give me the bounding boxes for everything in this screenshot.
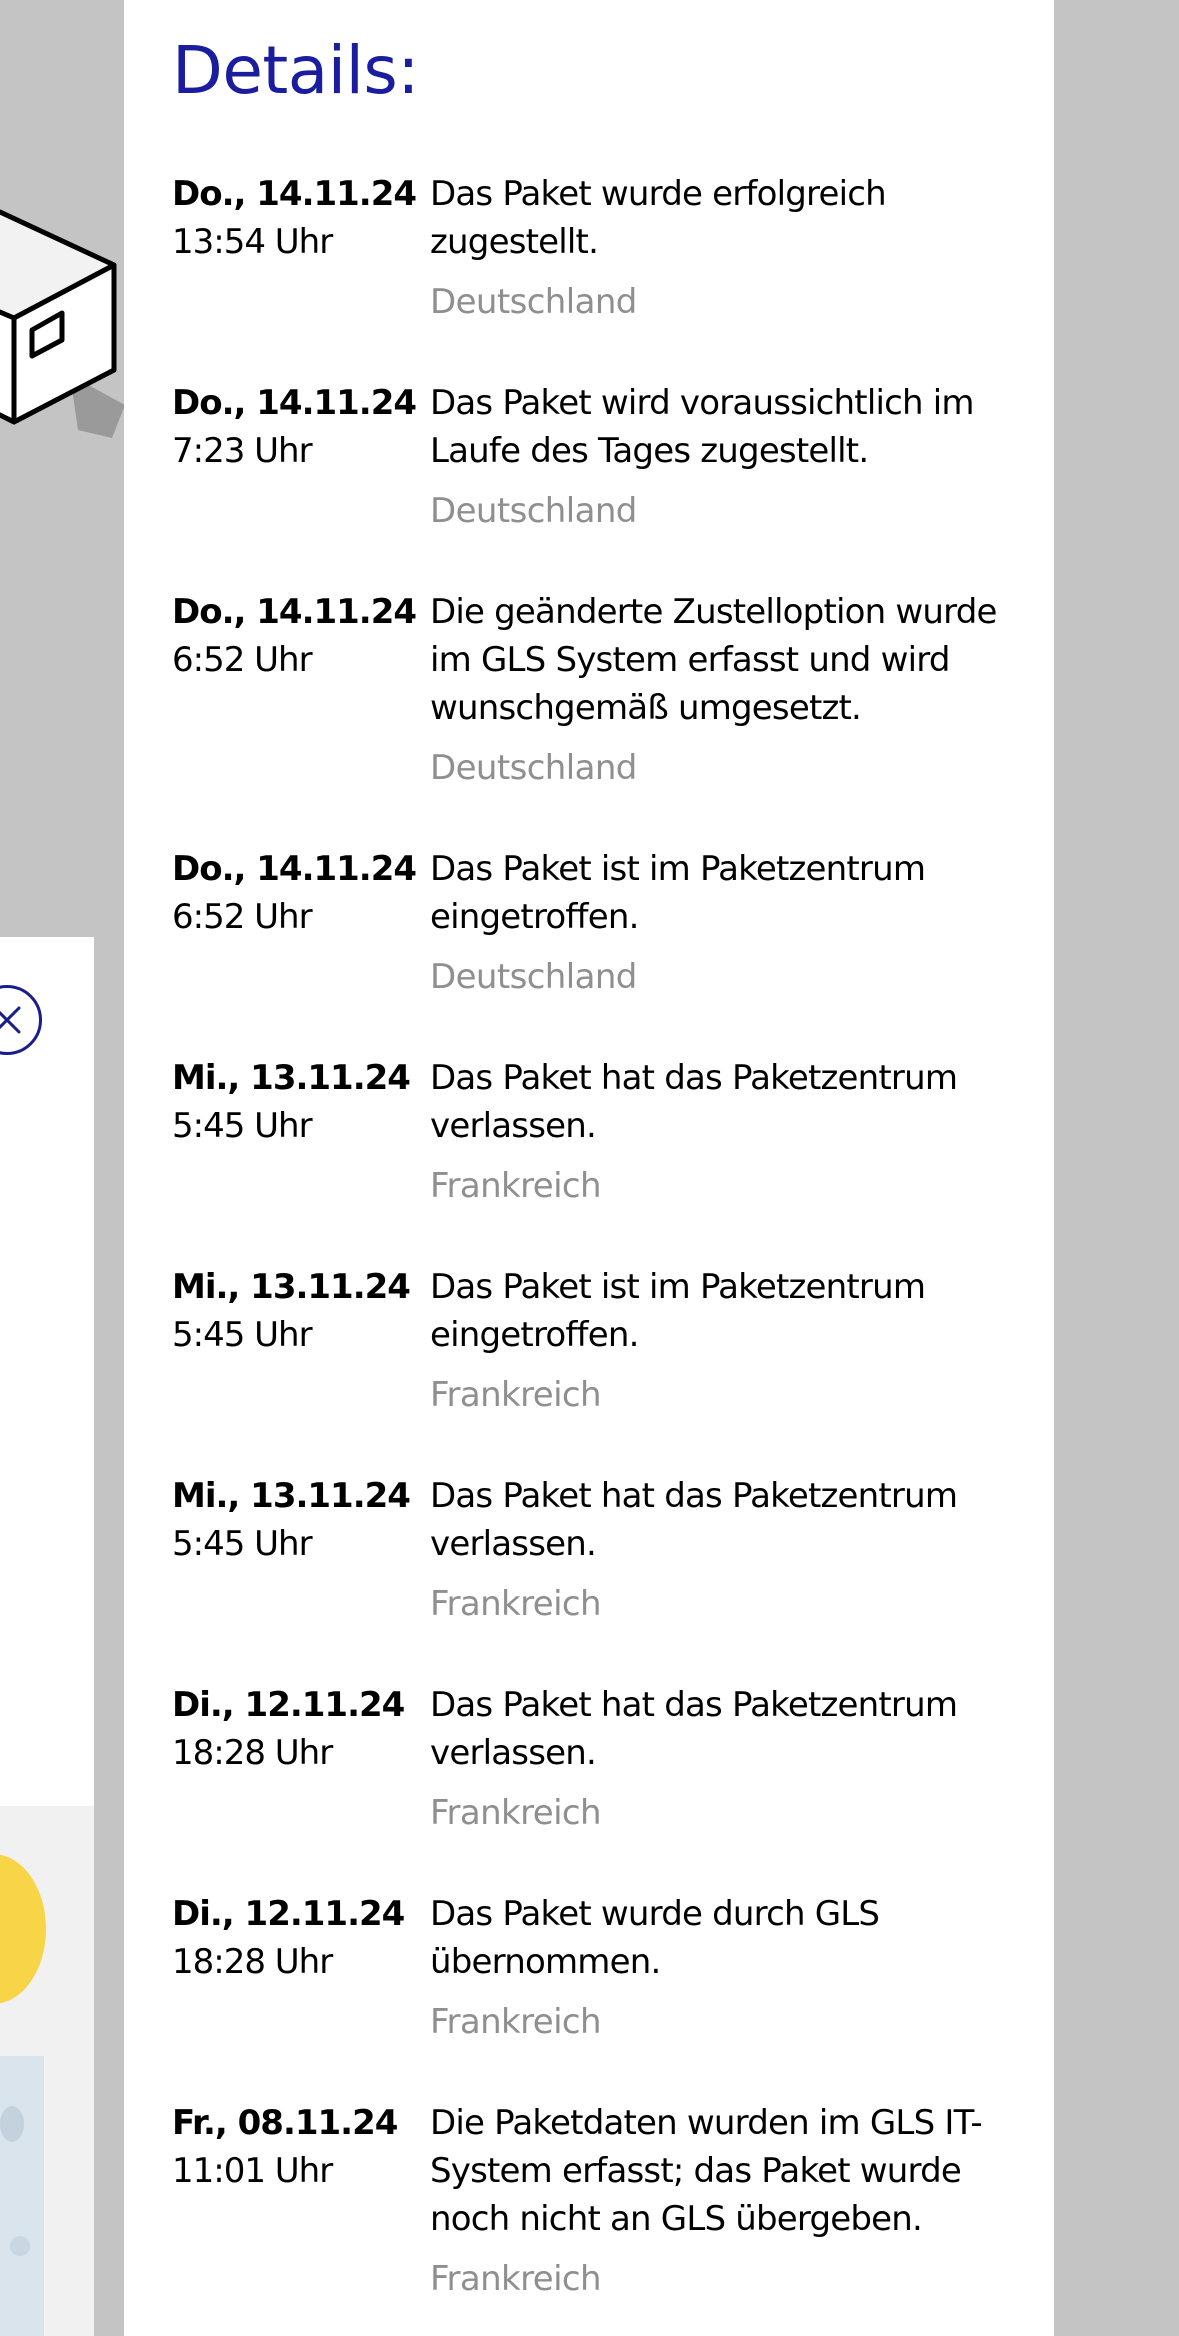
event-description: Das Paket hat das Paketzentrum verlassen.	[430, 1058, 958, 1146]
details-sheet[interactable]	[124, 0, 1054, 2336]
event-description: Das Paket ist im Paketzentrum eingetroffen.	[430, 849, 926, 937]
event-description: Das Paket hat das Paketzentrum verlassen.	[430, 1476, 958, 1564]
event-time: 6:52 Uhr	[172, 640, 312, 680]
event-time: 13:54 Uhr	[172, 222, 333, 262]
event-description: Das Paket ist im Paketzentrum eingetroffen.	[430, 1267, 926, 1355]
event-time: 18:28 Uhr	[172, 1733, 333, 1773]
event-date: Fr., 08.11.24	[172, 2103, 398, 2143]
event-description: Das Paket wurde erfolgreich zugestellt.	[430, 174, 886, 262]
event-country: Frankreich	[430, 1375, 601, 1415]
event-date: Do., 14.11.24	[172, 849, 417, 889]
event-country: Deutschland	[430, 748, 637, 788]
event-time: 18:28 Uhr	[172, 1942, 333, 1982]
event-country: Frankreich	[430, 2002, 601, 2042]
event-country: Deutschland	[430, 957, 637, 997]
event-description: Die geänderte Zustelloption wurde im GLS System erfasst und wird wunschgemäß umgesetzt.	[430, 592, 997, 728]
event-date: Di., 12.11.24	[172, 1685, 405, 1725]
event-time: 6:52 Uhr	[172, 897, 312, 937]
details-title: Details:	[172, 32, 420, 109]
event-time: 5:45 Uhr	[172, 1106, 312, 1146]
event-date: Mi., 13.11.24	[172, 1058, 410, 1098]
event-time: 11:01 Uhr	[172, 2151, 333, 2191]
event-time: 5:45 Uhr	[172, 1524, 312, 1564]
event-date: Do., 14.11.24	[172, 383, 417, 423]
event-date: Do., 14.11.24	[172, 174, 417, 214]
event-country: Frankreich	[430, 2259, 601, 2299]
event-time: 5:45 Uhr	[172, 1315, 312, 1355]
event-date: Di., 12.11.24	[172, 1894, 405, 1934]
map-preview	[0, 2056, 44, 2336]
event-description: Das Paket hat das Paketzentrum verlassen.	[430, 1685, 958, 1773]
event-country: Frankreich	[430, 1166, 601, 1206]
event-description: Das Paket wurde durch GLS übernommen.	[430, 1894, 880, 1982]
event-date: Mi., 13.11.24	[172, 1476, 410, 1516]
event-country: Deutschland	[430, 282, 637, 322]
event-time: 7:23 Uhr	[172, 431, 312, 471]
event-description: Die Paketdaten wurden im GLS IT-System erfasst; das Paket wurde noch nicht an GLS übergeben.	[430, 2103, 982, 2239]
event-country: Frankreich	[430, 1793, 601, 1833]
package-box-icon	[0, 200, 140, 460]
event-description: Das Paket wird voraussichtlich im Laufe des Tages zugestellt.	[430, 383, 974, 471]
event-date: Mi., 13.11.24	[172, 1267, 410, 1307]
event-country: Deutschland	[430, 491, 637, 531]
close-icon[interactable]	[0, 985, 42, 1055]
event-country: Frankreich	[430, 1584, 601, 1624]
event-date: Do., 14.11.24	[172, 592, 417, 632]
